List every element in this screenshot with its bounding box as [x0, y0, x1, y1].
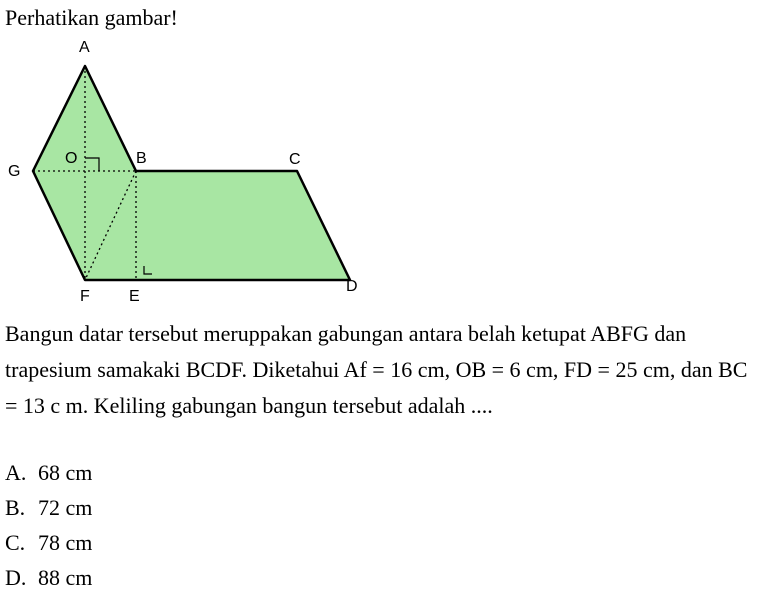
combined-shape	[33, 66, 350, 280]
label-C: C	[289, 151, 301, 168]
problem-statement: Bangun datar tersebut meruppakan gabungan antara belah ketupat ABFG dan trapesium samakaki BCDF. Diketahui Af = 16 cm, OB = 6 cm, FD = 25 cm, dan BC = 13 c m. Keliling gabungan bangun tersebut adalah ....	[5, 321, 748, 418]
figure-svg	[0, 30, 380, 312]
answer-options	[5, 455, 92, 595]
instruction-text: Perhatikan gambar!	[5, 5, 178, 30]
label-G: G	[8, 163, 21, 180]
label-O: O	[65, 150, 78, 167]
option-text: 68 cm	[38, 460, 93, 485]
option-b	[5, 490, 92, 525]
label-E: E	[129, 288, 140, 305]
option-letter: D.	[5, 565, 27, 590]
geometry-figure	[0, 30, 380, 312]
option-text: 72 cm	[38, 495, 93, 520]
label-B: B	[136, 150, 147, 167]
option-a	[5, 455, 92, 490]
label-A: A	[79, 39, 90, 56]
label-D: D	[346, 278, 358, 295]
label-F: F	[80, 288, 90, 305]
option-d	[5, 560, 92, 595]
option-letter: A.	[5, 460, 27, 485]
option-text: 78 cm	[38, 530, 93, 555]
option-text: 88 cm	[38, 565, 93, 590]
option-letter: C.	[5, 530, 26, 555]
option-letter: B.	[5, 495, 26, 520]
option-c	[5, 525, 92, 560]
